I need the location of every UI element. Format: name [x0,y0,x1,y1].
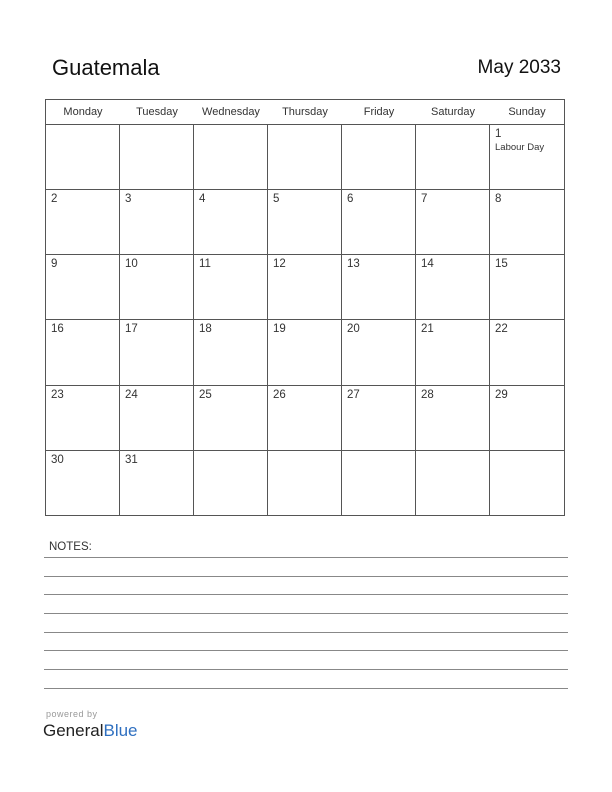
day-cell [194,320,268,385]
day-cell [416,386,490,451]
holiday-label: Labour Day [495,142,545,153]
day-number: 31 [125,453,138,466]
day-cell [46,386,120,451]
day-number: 23 [51,388,64,401]
day-number: 7 [421,193,428,206]
day-cell [268,320,342,385]
generalblue-logo[interactable] [43,721,138,741]
brand-blue: Blue [103,721,138,740]
day-number: 3 [125,193,132,206]
day-cell [46,451,120,516]
weekday-wednesday: Wednesday [202,106,260,118]
day-number: 11 [199,258,211,271]
day-grid [46,125,564,516]
note-line [44,669,568,670]
day-cell [46,125,120,190]
day-number: 29 [495,388,508,401]
note-line [44,576,568,577]
day-cell [416,190,490,255]
day-cell [416,255,490,320]
day-cell [342,255,416,320]
day-cell [194,255,268,320]
day-cell [490,451,564,516]
weekday-saturday: Saturday [430,106,476,118]
calendar-grid [45,99,565,516]
day-cell [268,255,342,320]
day-number: 18 [199,323,212,336]
day-number: 26 [273,388,286,401]
note-line [44,650,568,651]
weekday-thursday: Thursday [282,106,328,118]
day-number: 28 [421,388,434,401]
day-number: 19 [273,323,286,336]
day-number: 27 [347,388,360,401]
day-cell [342,386,416,451]
powered-by-text: powered by [46,709,98,719]
day-cell [194,451,268,516]
note-line [44,594,568,595]
day-cell [342,190,416,255]
day-number: 8 [495,193,502,206]
day-cell [490,255,564,320]
weekday-monday: Monday [63,106,103,118]
day-cell [268,386,342,451]
day-number: 30 [51,453,64,466]
day-cell [490,190,564,255]
day-cell [490,320,564,385]
day-number: 24 [125,388,138,401]
day-cell [194,125,268,190]
day-number: 2 [51,193,58,206]
day-number: 14 [421,258,434,271]
day-cell [46,320,120,385]
day-cell [268,190,342,255]
day-number: 15 [495,258,508,271]
day-cell [120,451,194,516]
day-cell [342,320,416,385]
day-cell [194,190,268,255]
weekday-friday: Friday [363,106,395,118]
day-cell [416,451,490,516]
day-cell [120,125,194,190]
weekday-tuesday: Tuesday [136,106,178,118]
day-number: 4 [199,193,206,206]
day-cell [194,386,268,451]
day-cell [120,320,194,385]
day-number: 21 [421,323,434,336]
day-number: 22 [495,323,508,336]
country-title: Guatemala [52,55,160,80]
day-cell [268,125,342,190]
weekday-header [46,100,564,125]
day-number: 16 [51,323,64,336]
day-cell [120,255,194,320]
note-line [44,632,568,633]
note-line [44,688,568,689]
day-number: 1 [495,128,502,140]
day-number: 25 [199,388,212,401]
day-cell [416,320,490,385]
day-number: 10 [125,258,138,271]
note-line [44,557,568,558]
day-number: 6 [347,193,354,206]
brand-general: General [43,721,104,740]
weekday-sunday: Sunday [508,106,546,118]
day-number: 9 [51,258,58,271]
day-cell [342,125,416,190]
day-cell [268,451,342,516]
day-cell [490,386,564,451]
day-cell [490,125,564,190]
day-number: 17 [125,323,138,336]
day-cell [416,125,490,190]
day-cell [342,451,416,516]
day-cell [46,190,120,255]
day-number: 12 [273,258,286,271]
day-number: 5 [273,193,280,206]
day-cell [46,255,120,320]
note-line [44,613,568,614]
day-number: 13 [347,258,360,271]
day-cell [120,386,194,451]
month-year-title: May 2033 [477,57,561,78]
day-cell [120,190,194,255]
day-number: 20 [347,323,360,336]
notes-label: NOTES: [49,541,92,553]
